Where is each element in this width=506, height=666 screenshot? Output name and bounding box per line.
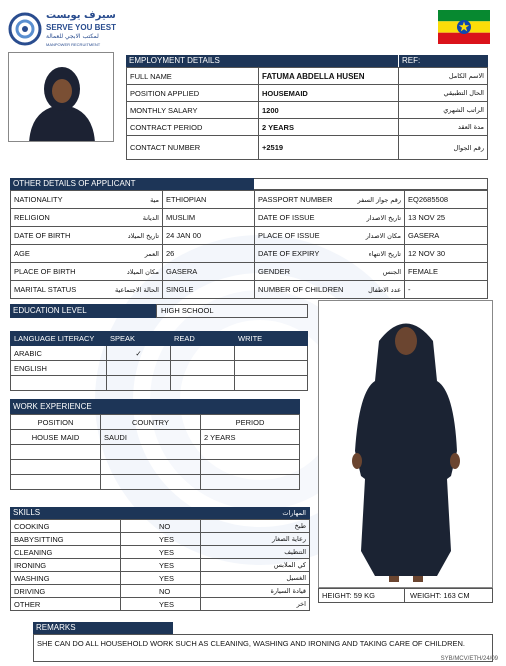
skill-washing-arabic: الغسيل [201, 572, 310, 585]
skills-header-label: SKILLS [13, 508, 41, 517]
skill-babysitting-value: YES [121, 533, 201, 546]
language-english: ENGLISH [11, 361, 107, 376]
place-of-issue-value: GASERA [405, 227, 488, 245]
date-of-birth-label: DATE OF BIRTH [11, 227, 103, 245]
skill-babysitting-arabic: رعاية الصغار [201, 533, 310, 546]
remarks-header: REMARKS [33, 622, 173, 634]
company-logo [8, 8, 128, 50]
table-row [11, 281, 488, 299]
remarks-text: SHE CAN DO ALL HOUSEHOLD WORK SUCH AS CLEANING, WASHING AND IRONING AND TAKING CARE OF CHILDREN. [33, 634, 493, 662]
monthly-salary-label: MONTHLY SALARY [127, 102, 259, 119]
table-row [11, 227, 488, 245]
education-level-label: EDUCATION LEVEL [10, 304, 156, 318]
date-of-expiry-value: 12 NOV 30 [405, 245, 488, 263]
contract-period-value: 2 YEARS [259, 119, 399, 136]
table-row [11, 546, 310, 559]
contact-number-arabic: رقم الجوال [399, 136, 488, 160]
table-row [11, 445, 300, 460]
religion-label: RELIGION [11, 209, 103, 227]
table-row [11, 209, 488, 227]
skills-table [10, 519, 310, 611]
table-row [11, 520, 310, 533]
skill-cleaning-value: YES [121, 546, 201, 559]
age-arabic: العمر [103, 245, 163, 263]
table-row [11, 585, 310, 598]
nationality-value: ETHIOPIAN [163, 191, 255, 209]
place-of-birth-arabic: مكان الميلاد [103, 263, 163, 281]
skill-cooking: COOKING [11, 520, 121, 533]
skill-ironing-value: YES [121, 559, 201, 572]
skill-other-value: YES [121, 598, 201, 611]
contact-number-value: +2519 [259, 136, 399, 160]
measurements-row [318, 588, 493, 603]
table-row [11, 559, 310, 572]
work-country: SAUDI [101, 430, 201, 445]
logo-emblem-icon [8, 12, 42, 46]
skill-cleaning: CLEANING [11, 546, 121, 559]
gender-arabic: الجنس [355, 263, 405, 281]
number-of-children-value: - [405, 281, 488, 299]
gender-label: GENDER [255, 263, 355, 281]
position-applied-arabic: الحال التطبيقي [399, 85, 488, 102]
skill-ironing: IRONING [11, 559, 121, 572]
passport-number-value: EQ2685508 [405, 191, 488, 209]
religion-arabic: الديانة [103, 209, 163, 227]
place-of-issue-arabic: مكان الاصدار [355, 227, 405, 245]
language-literacy-table [10, 331, 308, 391]
arabic-speak-check-icon: ✓ [107, 346, 171, 361]
date-of-birth-arabic: تاريخ الميلاد [103, 227, 163, 245]
skill-cleaning-arabic: التنظيف [201, 546, 310, 559]
skill-cooking-value: NO [121, 520, 201, 533]
skill-driving-arabic: قيادة السيارة [201, 585, 310, 598]
english-write [235, 361, 308, 376]
education-level-value: HIGH SCHOOL [156, 304, 308, 318]
date-of-birth-value: 24 JAN 00 [163, 227, 255, 245]
place-of-birth-label: PLACE OF BIRTH [11, 263, 103, 281]
table-row [11, 245, 488, 263]
work-country-header: COUNTRY [101, 415, 201, 430]
table-row [11, 533, 310, 546]
language-literacy-header: LANGUAGE LITERACY [11, 332, 107, 346]
full-name-label: FULL NAME [127, 68, 259, 85]
table-row [11, 191, 488, 209]
skills-header-arabic: المهارات [282, 509, 306, 517]
remarks-section [33, 622, 493, 662]
employment-details-header: EMPLOYMENT DETAILS [126, 55, 398, 67]
table-row [11, 376, 308, 391]
weight-value: WEIGHT: 163 CM [410, 591, 470, 600]
table-row [11, 346, 308, 361]
skill-other: OTHER [11, 598, 121, 611]
table-row [11, 598, 310, 611]
skill-babysitting: BABYSITTING [11, 533, 121, 546]
marital-status-value: SINGLE [163, 281, 255, 299]
other-details-table [10, 190, 488, 299]
place-of-birth-value: GASERA [163, 263, 255, 281]
position-applied-value: HOUSEMAID [259, 85, 399, 102]
table-row [11, 430, 300, 445]
employment-details-section [126, 55, 488, 160]
language-arabic: ARABIC [11, 346, 107, 361]
full-name-arabic: الاسم الكامل [399, 68, 488, 85]
number-of-children-label: NUMBER OF CHILDREN [255, 281, 355, 299]
ref-label: REF: [398, 55, 488, 67]
skills-section [10, 507, 310, 611]
nationality-label: NATIONALITY [11, 191, 103, 209]
arabic-read [171, 346, 235, 361]
work-position: HOUSE MAID [11, 430, 101, 445]
date-of-issue-arabic: تاريخ الاصدار [355, 209, 405, 227]
passport-number-label: PASSPORT NUMBER [255, 191, 355, 209]
write-header: WRITE [235, 332, 308, 346]
nationality-arabic: مية [103, 191, 163, 209]
work-experience-header: WORK EXPERIENCE [10, 399, 300, 414]
gender-value: FEMALE [405, 263, 488, 281]
work-experience-section [10, 399, 300, 490]
position-applied-label: POSITION APPLIED [127, 85, 259, 102]
table-row [11, 572, 310, 585]
applicant-full-body-photo [318, 300, 493, 588]
date-of-expiry-label: DATE OF EXPIRY [255, 245, 355, 263]
other-details-section [10, 178, 488, 299]
passport-number-arabic: رقم جواز السفر [355, 191, 405, 209]
religion-value: MUSLIM [163, 209, 255, 227]
skills-header [10, 507, 310, 519]
footer-code: SYB/MCV/ETH/24/09 [440, 656, 498, 662]
brand-arabic-tagline: لمكتب الابجي للعمالة [46, 33, 99, 40]
number-of-children-arabic: عدد الاطفال [355, 281, 405, 299]
place-of-issue-label: PLACE OF ISSUE [255, 227, 355, 245]
work-experience-table [10, 414, 300, 490]
other-details-header: OTHER DETAILS OF APPLICANT [10, 178, 254, 190]
skill-washing-value: YES [121, 572, 201, 585]
table-row [11, 263, 488, 281]
contract-period-label: CONTRACT PERIOD [127, 119, 259, 136]
brand-arabic-name: سيرف يوبست [46, 10, 116, 21]
read-header: READ [171, 332, 235, 346]
work-position-header: POSITION [11, 415, 101, 430]
skill-driving: DRIVING [11, 585, 121, 598]
skill-washing: WASHING [11, 572, 121, 585]
marital-status-arabic: الحالة الاجتماعية [103, 281, 163, 299]
contract-period-arabic: مدة العقد [399, 119, 488, 136]
work-period-header: PERIOD [201, 415, 300, 430]
contact-number-label: CONTACT NUMBER [127, 136, 259, 160]
employment-details-table [126, 67, 488, 160]
brand-tagline: MANPOWER RECRUITMENT [46, 42, 101, 47]
date-of-issue-label: DATE OF ISSUE [255, 209, 355, 227]
english-read [171, 361, 235, 376]
arabic-write [235, 346, 308, 361]
table-row [11, 361, 308, 376]
date-of-issue-value: 13 NOV 25 [405, 209, 488, 227]
applicant-portrait-photo [8, 52, 114, 142]
full-name-value: FATUMA ABDELLA HUSEN [259, 68, 399, 85]
table-row [11, 475, 300, 490]
monthly-salary-arabic: الراتب الشهري [399, 102, 488, 119]
skill-ironing-arabic: كي الملابس [201, 559, 310, 572]
brand-english-name: SERVE YOU BEST [46, 23, 116, 32]
skill-driving-value: NO [121, 585, 201, 598]
monthly-salary-value: 1200 [259, 102, 399, 119]
english-speak [107, 361, 171, 376]
age-label: AGE [11, 245, 103, 263]
date-of-expiry-arabic: تاريخ الانتهاء [355, 245, 405, 263]
marital-status-label: MARITAL STATUS [11, 281, 103, 299]
ethiopia-flag-icon [438, 10, 490, 44]
skill-other-arabic: اخر [201, 598, 310, 611]
speak-header: SPEAK [107, 332, 171, 346]
age-value: 26 [163, 245, 255, 263]
education-section [10, 304, 308, 318]
work-period: 2 YEARS [201, 430, 300, 445]
table-row [11, 460, 300, 475]
skill-cooking-arabic: طبخ [201, 520, 310, 533]
height-value: HEIGHT: 59 KG [319, 589, 405, 602]
